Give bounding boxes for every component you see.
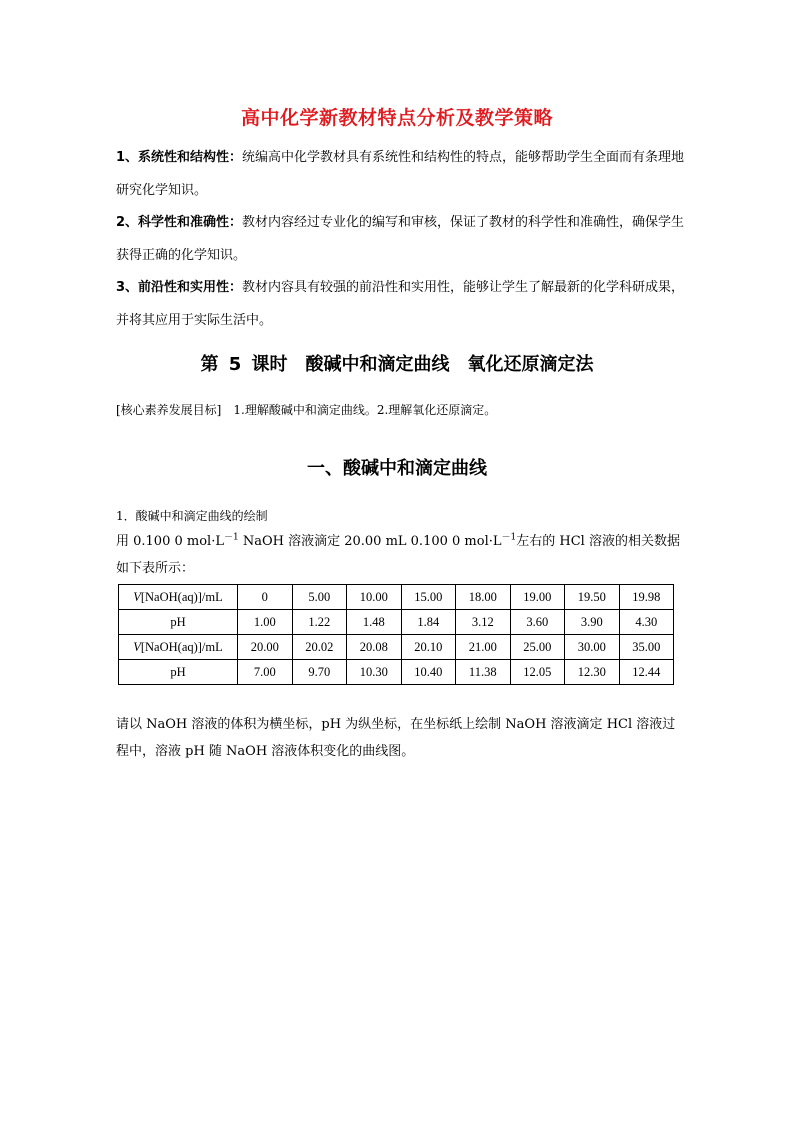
- table-cell: 1.22: [292, 610, 347, 635]
- table-cell: 5.00: [292, 585, 347, 610]
- row-header-cell: [119, 585, 238, 610]
- row-header-label: pH: [170, 664, 186, 679]
- table-cell: 15.00: [401, 585, 456, 610]
- table-cell: 18.00: [456, 585, 511, 610]
- table-cell: 35.00: [619, 635, 674, 660]
- superscript: －1: [223, 532, 239, 543]
- intro-item: [116, 142, 688, 207]
- text-fragment: 左右的 HCl 溶液的相关数据如下表所示：: [116, 534, 680, 576]
- table-cell: 1.84: [401, 610, 456, 635]
- titration-description: [116, 528, 688, 582]
- table-cell: 20.00: [238, 635, 293, 660]
- table-cell: 3.12: [456, 610, 511, 635]
- table-cell: 20.02: [292, 635, 347, 660]
- table-cell: 10.00: [347, 585, 402, 610]
- intro-item: [116, 272, 688, 337]
- row-header-label: [NaOH(aq)]/mL: [140, 589, 223, 604]
- text-fragment: 用 0.100 0 mol·L: [116, 534, 224, 549]
- document-title: 高中化学新教材特点分析及教学策略: [240, 107, 553, 129]
- table-cell: 20.10: [401, 635, 456, 660]
- table-row: [119, 585, 674, 610]
- intro-section: [116, 142, 688, 337]
- row-header-label: pH: [170, 614, 186, 629]
- intro-item-lead: 1、系统性和结构性：: [116, 150, 243, 165]
- table-cell: 10.30: [347, 660, 402, 685]
- table-cell: 20.08: [347, 635, 402, 660]
- core-objective: [核心素养发展目标] 1.理解酸碱中和滴定曲线。2.理解氧化还原滴定。: [116, 403, 497, 417]
- table-cell: 1.48: [347, 610, 402, 635]
- intro-item-lead: 2、科学性和准确性：: [116, 215, 243, 230]
- row-header-label: [NaOH(aq)]/mL: [140, 639, 223, 654]
- table-cell: 0: [238, 585, 293, 610]
- row-header-cell: [119, 660, 238, 685]
- text-fragment: NaOH 溶液滴定 20.00 mL 0.100 0 mol·L: [238, 534, 502, 549]
- intro-item-text: 教材内容经过专业化的编写和审核，保证了教材的科学性和准确性，确保学生获得正确的化学知识。: [116, 215, 685, 263]
- variable-symbol: V: [133, 589, 141, 604]
- intro-item-text: 统编高中化学教材具有系统性和结构性的特点，能够帮助学生全面而有条理地研究化学知识。: [116, 150, 685, 198]
- table-cell: 30.00: [565, 635, 620, 660]
- intro-item-lead: 3、前沿性和实用性：: [116, 280, 243, 295]
- table-cell: 3.90: [565, 610, 620, 635]
- table-cell: 21.00: [456, 635, 511, 660]
- lesson-title: 第 5 课时 酸碱中和滴定曲线 氧化还原滴定法: [200, 354, 594, 375]
- row-header-cell: [119, 610, 238, 635]
- sub-heading: 1．酸碱中和滴定曲线的绘制: [116, 509, 268, 523]
- table-row: [119, 610, 674, 635]
- table-cell: 11.38: [456, 660, 511, 685]
- section-title: 一、酸碱中和滴定曲线: [307, 458, 487, 479]
- table-row: [119, 660, 674, 685]
- intro-item: [116, 207, 688, 272]
- superscript: －1: [501, 532, 517, 543]
- table-cell: 12.44: [619, 660, 674, 685]
- table-cell: 9.70: [292, 660, 347, 685]
- table-cell: 4.30: [619, 610, 674, 635]
- intro-item-text: 教材内容具有较强的前沿性和实用性，能够让学生了解最新的化学科研成果，并将其应用于实际生活中。: [116, 280, 685, 328]
- table-cell: 19.98: [619, 585, 674, 610]
- table-cell: 7.00: [238, 660, 293, 685]
- titration-data-table: [118, 584, 674, 685]
- table-cell: 19.50: [565, 585, 620, 610]
- table-cell: 25.00: [510, 635, 565, 660]
- table-cell: 1.00: [238, 610, 293, 635]
- table-cell: 12.05: [510, 660, 565, 685]
- table-cell: 10.40: [401, 660, 456, 685]
- table-cell: 3.60: [510, 610, 565, 635]
- table-cell: 12.30: [565, 660, 620, 685]
- row-header-cell: [119, 635, 238, 660]
- table-cell: 19.00: [510, 585, 565, 610]
- table-row: [119, 635, 674, 660]
- variable-symbol: V: [133, 639, 141, 654]
- plot-instruction: 请以 NaOH 溶液的体积为横坐标，pH 为纵坐标，在坐标纸上绘制 NaOH 溶液滴定 HCl 溶液过程中，溶液 pH 随 NaOH 溶液体积变化的曲线图。: [116, 717, 676, 759]
